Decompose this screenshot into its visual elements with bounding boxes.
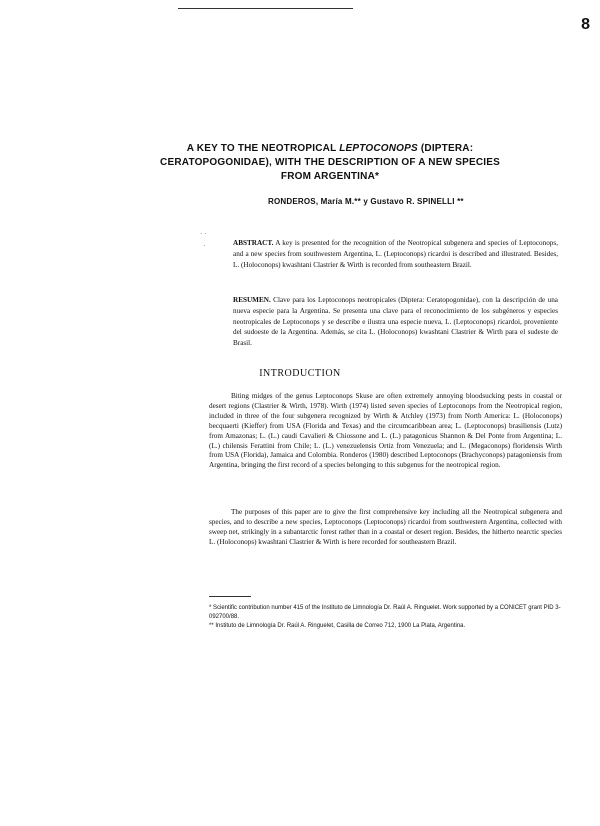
- abstract-text: A key is presented for the recognition of the Neotropical subgenera and species of Leptoconops, and a new species from southwestern Argentina, L. (Leptoconops) ricardoi is described and illustrated. Besides, L. (Holoconops) kwashtani Clastrier & Wirth is recorded from southeastern Brazil.: [233, 239, 558, 269]
- title-line-2: CERATOPOGONIDAE), WITH THE DESCRIPTION OF A NEW SPECIES: [160, 157, 500, 168]
- title-line-3: FROM ARGENTINA*: [280, 171, 380, 182]
- title-line-1: [150, 142, 510, 156]
- title-genus: LEPTOCONOPS: [339, 143, 418, 154]
- header-rule: [178, 8, 353, 9]
- intro-paragraph-1: Biting midges of the genus Leptoconops Skuse are often extremely annoying bloodsucking pests in coastal or desert regions (Clastrier & Wirth, 1978). Wirth (1974) listed seven species of Leptoconops from the Neotropical region, included in three of the four subgenera recognized by Wirth & Atchley (1973) from North America: L. (Holoconops) becquaerti (Kieffer) from USA (Florida and Texas) and the circumcaribbean area; L. (Leptoconops) brasiliensis (Lutz) from Amazonas; L. (L.) caudi Cavalieri & Chiossone and L. (L.) patagonicus Shannon & Del Ponte from Argentina; L. (L.) chilensis Ferattini from Chile; L. (L.) venezuelensis Ortiz from Venezuela; and L. (Megaconops) floridensis Wirth from USA (Florida), Jamaica and Colombia. Ronderos (1980) described Leptoconops (Brachyconops) patagoniensis from Argentina, bringing the first record of a species belonging to this subgenus for the neotropical region.: [209, 392, 562, 470]
- resumen-lead: RESUMEN.: [233, 296, 271, 304]
- intro-paragraph-2: The purposes of this paper are to give the first comprehensive key including all the Neotropical subgenera and species, and to describe a new species, Leptoconops (Leptoconops) ricardoi from southwestern Argentina, collected with sweep net, strikingly in a subantarctic forest rather than in a coastal or desert region. Besides, the hitherto nearctic species L. (Holoconops) kwashtani Clastrier & Wirth is here recorded for southeastern Brazil.: [209, 508, 562, 546]
- paper-title: [150, 142, 510, 184]
- title-line-1-pre: A KEY TO THE NEOTROPICAL: [186, 143, 340, 154]
- footnote-rule: [209, 596, 251, 597]
- title-line-1-post: (DIPTERA:: [417, 143, 474, 154]
- footnote-1: * Scientific contribution number 415 of the Instituto de Limnología Dr. Raúl A. Ringuelet. Work supported by a CONICET grant PID 3-092700/88.: [209, 605, 561, 620]
- page-number: 8: [581, 16, 590, 33]
- section-heading-introduction: INTRODUCTION: [259, 368, 341, 379]
- margin-marks: · · ·: [200, 230, 207, 250]
- abstract-english: [233, 238, 558, 270]
- abstract-lead: ABSTRACT.: [233, 239, 274, 247]
- authors: RONDEROS, María M.** y Gustavo R. SPINELLI **: [268, 197, 464, 206]
- abstract-spanish: [233, 295, 558, 349]
- footnote-2: ** Instituto de Limnología Dr. Raúl A. Ringuelet, Casilla de Correo 712, 1900 La Plata, Argentina.: [209, 623, 466, 629]
- resumen-text: Clave para los Leptoconops neotropicales (Diptera: Ceratopogonidae), con la descripción de una nueva especie para la Argentina. Se presenta una clave para el reconocimiento de los subgéneros y especies neotropicales de Leptoconops y se describe e ilustra una especie nueva, L. (Leptoconops) ricardoi, proveniente del sudoeste de la Argentina. Además, se cita L. (Holoconops) kwashtani Clastrier & Wirth para el sudeste de Brasil.: [233, 296, 558, 348]
